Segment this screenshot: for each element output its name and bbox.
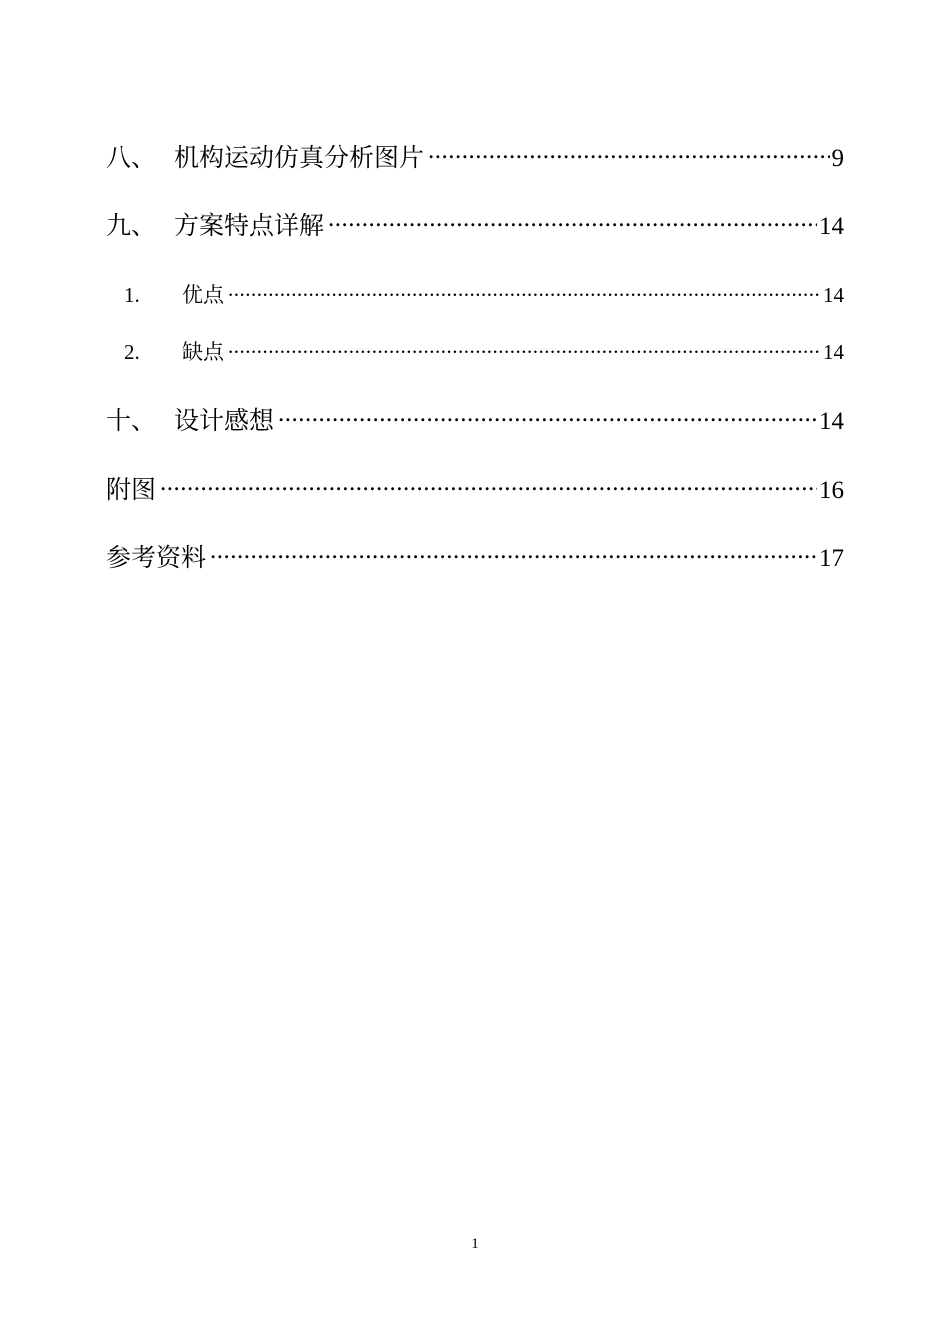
- toc-entry-page: 9: [831, 145, 844, 172]
- toc-dot-leader: [228, 279, 821, 302]
- toc-entry-9[interactable]: [106, 206, 844, 242]
- toc-entry-label: 附图: [106, 475, 157, 504]
- toc-entry-page: 14: [823, 283, 844, 308]
- toc-entry-page: 14: [819, 408, 844, 435]
- toc-entry-number: 1.: [124, 283, 140, 308]
- toc-entry-8[interactable]: [106, 138, 844, 174]
- toc-entry-number: 2.: [124, 340, 140, 365]
- toc-entry-label: 设计感想: [174, 406, 275, 435]
- toc-entry-appendix-figures[interactable]: [106, 470, 844, 506]
- toc-entry-page: 17: [819, 545, 844, 572]
- toc-entry-label: 缺点: [182, 340, 224, 365]
- toc-entry-number: 九、: [106, 211, 157, 240]
- footer-page-number: 1: [471, 1236, 479, 1252]
- toc-entry-page: 14: [823, 340, 844, 365]
- toc-entry-number: 八、: [106, 143, 157, 172]
- table-of-contents: [0, 0, 950, 600]
- toc-entry-references[interactable]: [106, 538, 844, 574]
- toc-entry-number: 十、: [106, 406, 157, 435]
- toc-entry-page: 16: [819, 477, 844, 504]
- toc-entry-label: 机构运动仿真分析图片: [174, 143, 425, 172]
- toc-entry-label: 优点: [182, 283, 224, 308]
- toc-entry-9-1[interactable]: [124, 279, 844, 309]
- toc-entry-label: 方案特点详解: [174, 211, 325, 240]
- toc-entry-label: 参考资料: [106, 543, 207, 572]
- toc-dot-leader: [210, 539, 817, 567]
- toc-entry-9-2[interactable]: [124, 336, 844, 366]
- toc-entry-10[interactable]: [106, 401, 844, 437]
- toc-dot-leader: [228, 336, 821, 359]
- toc-dot-leader: [328, 207, 817, 235]
- toc-dot-leader: [160, 471, 817, 499]
- toc-dot-leader: [428, 139, 829, 167]
- toc-entry-page: 14: [819, 213, 844, 240]
- toc-dot-leader: [278, 402, 817, 430]
